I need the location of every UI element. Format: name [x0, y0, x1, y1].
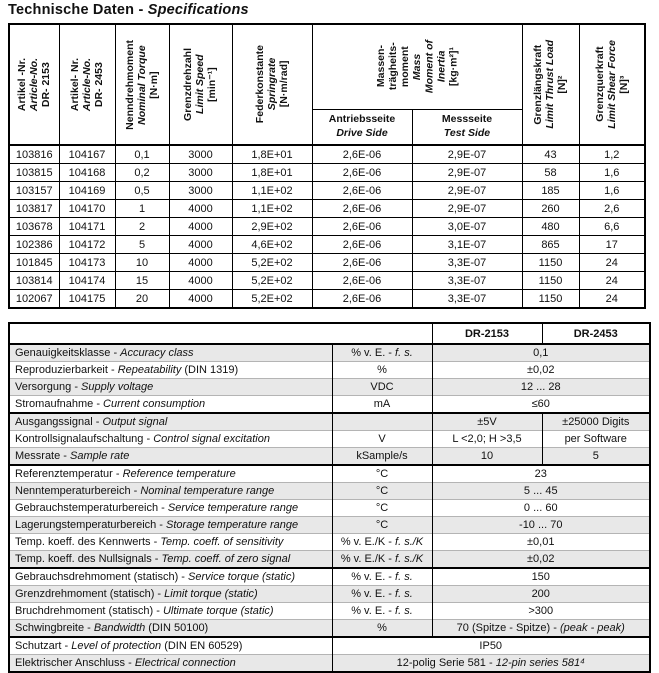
article-cell: 3000 [169, 182, 232, 200]
column-header-article-no-dr2153: Artikel -Nr. Article-No. DR- 2153 [9, 24, 59, 145]
article-cell: 3,3E-07 [412, 290, 522, 309]
spec-label-cell: Reproduzierbarkeit - Repeatability (DIN 1319) [9, 362, 332, 379]
spec-label-cell: Schwingbreite - Bandwidth (DIN 50100) [9, 620, 332, 638]
spec-label-cell: Temp. koeff. des Nullsignals - Temp. coeff. of zero signal [9, 551, 332, 569]
spec-unit-cell: % [332, 620, 432, 638]
article-cell: 1 [115, 200, 169, 218]
article-cell: 0,2 [115, 164, 169, 182]
article-cell: 1,1E+02 [232, 200, 312, 218]
subheader-test-side: Messseite Test Side [412, 110, 522, 146]
spec-row [9, 448, 650, 466]
article-cell: 260 [522, 200, 579, 218]
article-cell: 2,9E-07 [412, 200, 522, 218]
spec-label-cell: Temp. koeff. des Kennwerts - Temp. coeff. of sensitivity [9, 534, 332, 551]
article-cell: 104174 [59, 272, 115, 290]
article-cell: 2,9E+02 [232, 218, 312, 236]
article-cell: 103815 [9, 164, 59, 182]
specifications-table [8, 23, 646, 309]
article-cell: 3000 [169, 145, 232, 164]
article-cell: 1150 [522, 272, 579, 290]
article-cell: 102386 [9, 236, 59, 254]
article-cell: 103157 [9, 182, 59, 200]
article-cell: 4000 [169, 218, 232, 236]
spec-value-cell: 5 ... 45 [432, 483, 650, 500]
spec-value-cell: 150 [432, 568, 650, 586]
characteristics-table [8, 322, 651, 673]
article-cell: 1,6 [579, 182, 645, 200]
article-cell: 2,6E-06 [312, 218, 412, 236]
article-cell: 2,6E-06 [312, 236, 412, 254]
article-cell: 185 [522, 182, 579, 200]
spec-row [9, 637, 650, 655]
article-cell: 58 [522, 164, 579, 182]
article-cell: 5,2E+02 [232, 272, 312, 290]
page-title: Technische Daten - Specifications [8, 2, 249, 18]
article-row [9, 236, 645, 254]
spec-unit-cell: kSample/s [332, 448, 432, 466]
article-cell: 24 [579, 254, 645, 272]
spec-row [9, 465, 650, 483]
article-cell: 4000 [169, 236, 232, 254]
article-cell: 4000 [169, 290, 232, 309]
article-row [9, 218, 645, 236]
article-cell: 480 [522, 218, 579, 236]
article-cell: 2,6E-06 [312, 272, 412, 290]
spec-value-cell: ±5V [432, 413, 542, 431]
article-cell: 2,6E-06 [312, 200, 412, 218]
spec-row [9, 568, 650, 586]
column-header-dr-2153: DR-2153 [432, 323, 542, 344]
spec-row [9, 655, 650, 673]
spec-value-cell: ±0,01 [432, 534, 650, 551]
spec-unit-cell: % [332, 362, 432, 379]
spec-value-cell: 5 [542, 448, 650, 466]
article-row [9, 272, 645, 290]
characteristics-table-header [9, 323, 650, 344]
article-cell: 104172 [59, 236, 115, 254]
article-cell: 2,6 [579, 200, 645, 218]
article-cell: 104171 [59, 218, 115, 236]
article-cell: 5,2E+02 [232, 254, 312, 272]
article-cell: 102067 [9, 290, 59, 309]
spec-label-cell: Referenztemperatur - Reference temperature [9, 465, 332, 483]
spec-row [9, 586, 650, 603]
spec-label-cell: Lagerungstemperaturbereich - Storage temperature range [9, 517, 332, 534]
spec-label-cell: Genauigkeitsklasse - Accuracy class [9, 344, 332, 362]
spec-value-cell: 12 ... 28 [432, 379, 650, 396]
spec-unit-cell: % v. E. - f. s. [332, 568, 432, 586]
article-cell: 103816 [9, 145, 59, 164]
spec-label-cell: Versorgung - Supply voltage [9, 379, 332, 396]
spec-unit-cell: °C [332, 517, 432, 534]
spec-unit-cell: % v. E. - f. s. [332, 344, 432, 362]
spec-row [9, 551, 650, 569]
spec-value-cell: >300 [432, 603, 650, 620]
subheader-drive-side: Antriebsseite Drive Side [312, 110, 412, 146]
spec-value-cell: ±0,02 [432, 362, 650, 379]
spec-row [9, 379, 650, 396]
article-cell: 3,3E-07 [412, 272, 522, 290]
spec-row [9, 431, 650, 448]
spec-row [9, 534, 650, 551]
article-row [9, 290, 645, 309]
spec-unit-cell: °C [332, 465, 432, 483]
specifications-table-header [9, 24, 645, 145]
spec-row [9, 362, 650, 379]
spec-value-cell: ≤60 [432, 396, 650, 414]
spec-row [9, 500, 650, 517]
spec-unit-cell: mA [332, 396, 432, 414]
article-cell: 2 [115, 218, 169, 236]
article-cell: 2,9E-07 [412, 145, 522, 164]
column-header-springrate: Federkonstante Springrate [N·m/rad] [232, 24, 312, 145]
column-header-dr-2453: DR-2453 [542, 323, 650, 344]
header-spacer-cell [9, 323, 432, 344]
article-cell: 24 [579, 272, 645, 290]
article-cell: 101845 [9, 254, 59, 272]
spec-value-cell: ±0,02 [432, 551, 650, 569]
spec-value-cell: 23 [432, 465, 650, 483]
article-cell: 2,6E-06 [312, 164, 412, 182]
article-row [9, 164, 645, 182]
article-cell: 3,3E-07 [412, 254, 522, 272]
article-cell: 103678 [9, 218, 59, 236]
article-cell: 104167 [59, 145, 115, 164]
article-row [9, 145, 645, 164]
spec-unit-cell: °C [332, 500, 432, 517]
spec-unit-cell: % v. E./K - f. s./K [332, 534, 432, 551]
article-cell: 104168 [59, 164, 115, 182]
spec-value-cell: 200 [432, 586, 650, 603]
article-cell: 1,8E+01 [232, 164, 312, 182]
article-cell: 2,9E-07 [412, 182, 522, 200]
spec-label-cell: Grenzdrehmoment (statisch) - Limit torque (static) [9, 586, 332, 603]
spec-value-cell: ±25000 Digits [542, 413, 650, 431]
spec-label-cell: Ausgangssignal - Output signal [9, 413, 332, 431]
spec-value-cell: 0 ... 60 [432, 500, 650, 517]
spec-row [9, 413, 650, 431]
spec-unit-cell [332, 413, 432, 431]
article-cell: 865 [522, 236, 579, 254]
article-cell: 24 [579, 290, 645, 309]
article-cell: 3,1E-07 [412, 236, 522, 254]
article-cell: 103817 [9, 200, 59, 218]
column-header-limit-speed: Grenzdrehzahl Limit Speed [min⁻¹] [169, 24, 232, 145]
article-cell: 2,6E-06 [312, 254, 412, 272]
article-cell: 2,6E-06 [312, 290, 412, 309]
article-cell: 5,2E+02 [232, 290, 312, 309]
spec-label-cell: Nenntemperaturbereich - Nominal temperature range [9, 483, 332, 500]
spec-row [9, 620, 650, 638]
article-cell: 10 [115, 254, 169, 272]
spec-value-cell: per Software [542, 431, 650, 448]
article-cell: 43 [522, 145, 579, 164]
spec-label-cell: Messrate - Sample rate [9, 448, 332, 466]
spec-label-cell: Stromaufnahme - Current consumption [9, 396, 332, 414]
article-cell: 2,6E-06 [312, 145, 412, 164]
article-cell: 4000 [169, 254, 232, 272]
column-header-limit-thrust-load: Grenzlängskraft Limit Thrust Load [N]² [522, 24, 579, 145]
spec-value-cell: 10 [432, 448, 542, 466]
spec-unit-cell: V [332, 431, 432, 448]
article-cell: 104170 [59, 200, 115, 218]
spec-unit-cell: % v. E./K - f. s./K [332, 551, 432, 569]
spec-label-cell: Schutzart - Level of protection (DIN EN 60529) [9, 637, 332, 655]
article-cell: 20 [115, 290, 169, 309]
spec-unit-cell: VDC [332, 379, 432, 396]
spec-row [9, 603, 650, 620]
spec-row [9, 483, 650, 500]
article-cell: 0,1 [115, 145, 169, 164]
article-row [9, 254, 645, 272]
article-cell: 4,6E+02 [232, 236, 312, 254]
article-cell: 5 [115, 236, 169, 254]
article-cell: 17 [579, 236, 645, 254]
spec-value-cell: -10 ... 70 [432, 517, 650, 534]
spec-value-cell: IP50 [332, 637, 650, 655]
spec-value-cell: 70 (Spitze - Spitze) - (peak - peak) [432, 620, 650, 638]
spec-label-cell: Elektrischer Anschluss - Electrical connection [9, 655, 332, 673]
article-cell: 1,8E+01 [232, 145, 312, 164]
spec-row [9, 344, 650, 362]
spec-unit-cell: % v. E. - f. s. [332, 586, 432, 603]
article-cell: 104169 [59, 182, 115, 200]
article-cell: 6,6 [579, 218, 645, 236]
column-header-mass-moment-of-inertia: Massen- trägheits- moment Mass Moment of Inertia [kg·m²]¹ [312, 24, 522, 110]
article-cell: 1,6 [579, 164, 645, 182]
column-header-nominal-torque: Nenndrehmoment Nominal Torque [N·m] [115, 24, 169, 145]
article-cell: 15 [115, 272, 169, 290]
article-cell: 0,5 [115, 182, 169, 200]
article-cell: 3,0E-07 [412, 218, 522, 236]
article-cell: 1,2 [579, 145, 645, 164]
spec-unit-cell: % v. E. - f. s. [332, 603, 432, 620]
spec-value-cell: 0,1 [432, 344, 650, 362]
spec-label-cell: Gebrauchsdrehmoment (statisch) - Service torque (static) [9, 568, 332, 586]
article-cell: 104175 [59, 290, 115, 309]
article-cell: 2,6E-06 [312, 182, 412, 200]
article-cell: 1150 [522, 254, 579, 272]
spec-label-cell: Bruchdrehmoment (statisch) - Ultimate torque (static) [9, 603, 332, 620]
spec-label-cell: Kontrollsignalaufschaltung - Control signal excitation [9, 431, 332, 448]
article-cell: 103814 [9, 272, 59, 290]
article-cell: 1150 [522, 290, 579, 309]
spec-value-cell: L <2,0; H >3,5 [432, 431, 542, 448]
spec-unit-cell: °C [332, 483, 432, 500]
article-cell: 104173 [59, 254, 115, 272]
spec-value-cell: 12-polig Serie 581 - 12-pin series 581⁴ [332, 655, 650, 673]
article-row [9, 182, 645, 200]
article-cell: 1,1E+02 [232, 182, 312, 200]
characteristics-table-body [9, 344, 650, 672]
article-row [9, 200, 645, 218]
article-cell: 4000 [169, 272, 232, 290]
article-cell: 3000 [169, 164, 232, 182]
column-header-article-no-dr2453: Artikel- Nr. Article-No. DR- 2453 [59, 24, 115, 145]
article-cell: 2,9E-07 [412, 164, 522, 182]
spec-row [9, 517, 650, 534]
spec-row [9, 396, 650, 414]
spec-label-cell: Gebrauchstemperaturbereich - Service temperature range [9, 500, 332, 517]
column-header-limit-shear-force: Grenzquerkraft Limit Shear Force [N]³ [579, 24, 645, 145]
specifications-table-body [9, 145, 645, 308]
article-cell: 4000 [169, 200, 232, 218]
